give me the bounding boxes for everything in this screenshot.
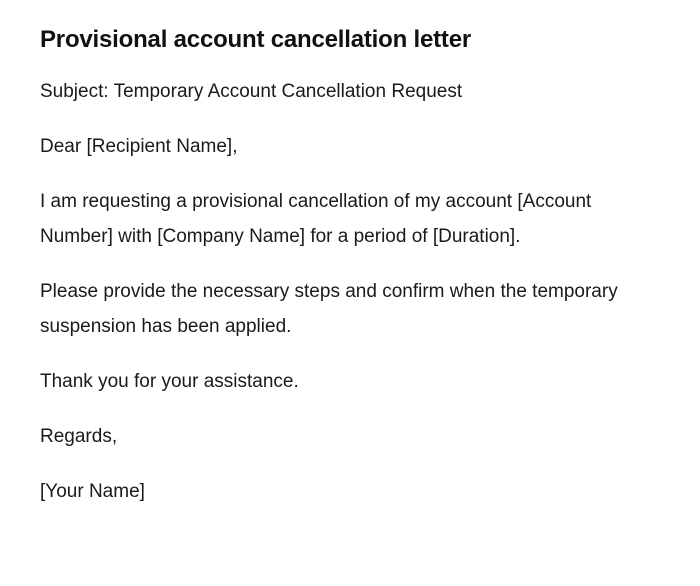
letter-body-paragraph-2: Please provide the necessary steps and confirm when the temporary suspension has been applied. [40,281,618,337]
letter-title: Provisional account cancellation letter [40,26,471,53]
letter-thanks: Thank you for your assistance. [40,371,299,392]
letter-signature: [Your Name] [40,481,145,502]
letter-body-paragraph-1: I am requesting a provisional cancellation of my account [Account Number] with [Company Name] for a period of [Duration]. [40,191,592,247]
letter-salutation: Dear [Recipient Name], [40,136,238,157]
letter-subject: Subject: Temporary Account Cancellation Request [40,81,463,102]
letter-closing: Regards, [40,426,118,447]
